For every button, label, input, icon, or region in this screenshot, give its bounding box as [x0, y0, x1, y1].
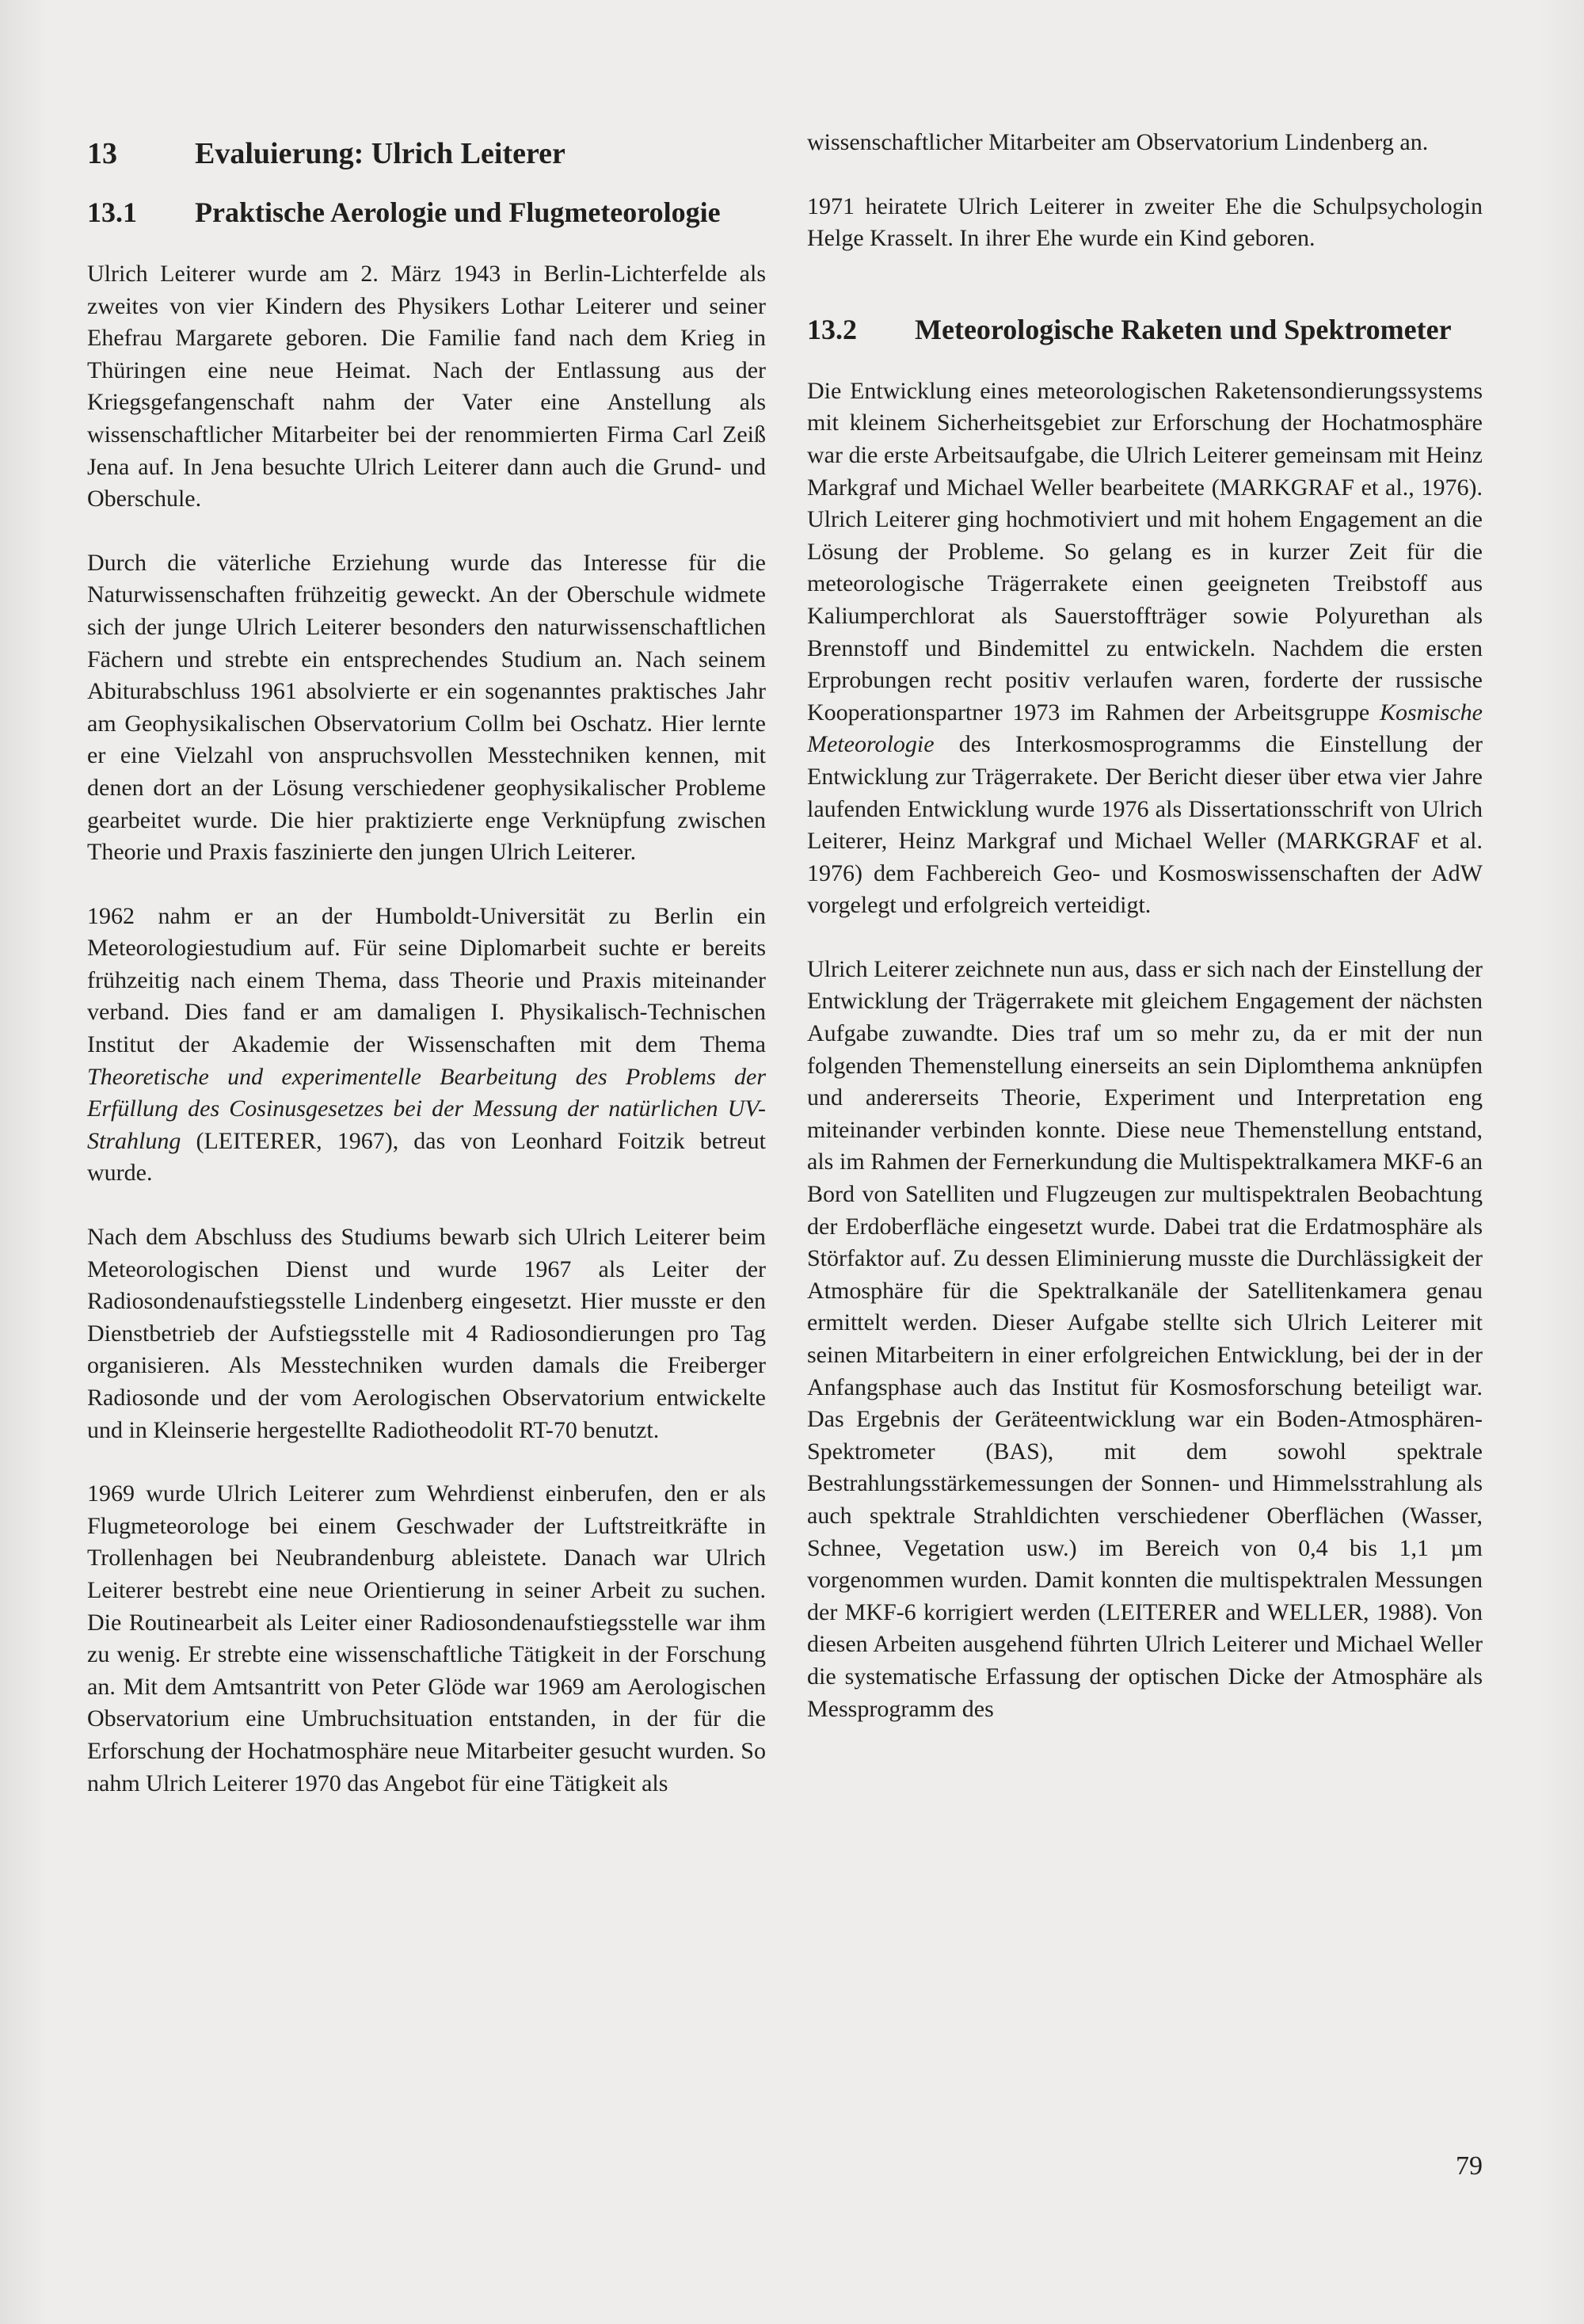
section-number: 13.2 — [807, 313, 857, 345]
paragraph: Nach dem Abschluss des Studiums bewarb sich Ulrich Leiterer beim Meteorologischen Dienst und wurde 1967 als Leiter der Radiosondenaufstiegsstelle Lindenberg eingesetzt. Hier musste er den Dienstbetrieb der Aufstiegsstelle mit 4 Radiosondierungen pro Tag organisieren. Als Messtechniken wurden damals die Freiberger Radiosonde und der vom Aerologischen Observatorium entwickelte und in Kleinserie hergestellte Radiotheodolit RT-70 benutzt. — [87, 1224, 766, 1443]
right-column — [807, 127, 1483, 1725]
text-span: Die Entwicklung eines meteorologischen Raketensondierungssystems mit kleinem Sicherheitsgebiet zur Erforschung der Hochatmosphäre war die erste Arbeitsaufgabe, die Ulrich Leiterer gemeinsam mit Heinz Markgraf und Michael Weller bearbeitete (MARKGRAF et al., 1976). Ulrich Leiterer ging hochmotiviert und mit hohem Engagement an die Lösung der Probleme. So gelang es in kurzer Zeit für die meteorologische Trägerrakete einen geeigneten Treibstoff aus Kaliumperchlorat als Sauerstoffträger sowie Polyurethan als Brennstoff und Bindemittel zu entwickeln. Nachdem die ersten Erprobungen recht positiv verlaufen waren, forderte der russische Kooperationspartner 1973 im Rahmen der Arbeitsgruppe — [807, 377, 1483, 726]
chapter-title: Evaluierung: Ulrich Leiterer — [195, 137, 565, 170]
chapter-number: 13 — [87, 137, 117, 170]
section-title: Meteorologische Raketen und Spektrometer — [915, 313, 1452, 345]
paragraph: 1969 wurde Ulrich Leiterer zum Wehrdienst einberufen, den er als Flugmeteorologe bei einem Geschwader der Luftstreitkräfte in Trollenhagen bei Neubrandenburg ableistete. Danach war Ulrich Leiterer bestrebt eine neue Orientierung in seiner Arbeit zu suchen. Die Routinearbeit als Leiter einer Radiosondenaufstiegsstelle war ihm zu wenig. Er strebte eine wissenschaftliche Tätigkeit in der Forschung an. Mit dem Amtsantritt von Peter Glöde war 1969 am Aerologischen Observatorium eine Umbruchsituation entstanden, in der für die Erforschung der Hochatmosphäre neue Mitarbeiter gesucht wurden. So nahm Ulrich Leiterer 1970 das Angebot für eine Tätigkeit als — [87, 1480, 766, 1796]
working-group-italic: Kosmische Meteorologie — [807, 699, 1483, 758]
section-number: 13.1 — [87, 196, 137, 228]
thesis-title-italic: Theoretische und experimentelle Bearbeitung des Problems der Erfüllung des Cosinusgesetzes bei der Messung der natürlichen UV-Strahlung — [87, 1063, 766, 1154]
paragraph: wissenschaftlicher Mitarbeiter am Observatorium Lindenberg an. — [807, 129, 1429, 155]
paragraph — [87, 901, 766, 1190]
paragraph — [807, 375, 1483, 922]
section-heading-13-1 — [87, 195, 766, 230]
page-number: 79 — [1456, 2151, 1483, 2181]
paragraph: 1971 heiratete Ulrich Leiterer in zweiter Ehe die Schulpsychologin Helge Krasselt. In ihrer Ehe wurde ein Kind geboren. — [807, 192, 1483, 252]
paragraph: Ulrich Leiterer zeichnete nun aus, dass er sich nach der Einstellung der Entwicklung der Trägerrakete mit gleichem Engagement der nächsten Aufgabe zuwandte. Dies traf um so mehr zu, da er mit der nun folgenden Themenstellung einerseits an sein Diplomthema anknüpfen und andererseits Theorie, Experiment und Interpretation eng miteinander verbinden konnte. Diese neue Themenstellung entstand, als im Rahmen der Fernerkundung die Multispektralkamera MKF-6 an Bord von Satelliten und Flugzeugen zur multispektralen Beobachtung der Erdoberfläche eingesetzt wurde. Dabei trat die Erdatmosphäre als Störfaktor auf. Zu dessen Eliminierung musste die Durchlässigkeit der Atmosphäre für die Spektralkanäle der Satellitenkamera genau ermittelt werden. Dieser Aufgabe stellte sich Ulrich Leiterer mit seinen Mitarbeitern in einer erfolgreichen Entwicklung, bei der in der Anfangsphase auch das Institut für Kosmosforschung beteiligt war. Das Ergebnis der Geräteentwicklung war ein Boden-Atmosphären-Spektrometer (BAS), mit dem sowohl spektrale Bestrahlungsstärkemessungen der Sonnen- und Himmelsstrahlung als auch spektrale Strahldichten verschiedener Oberflächen (Wasser, Schnee, Vegetation usw.) im Bereich von 0,4 bis 1,1 µm vorgenommen wurden. Damit konnten die multispektralen Messungen der MKF-6 korrigiert werden (LEITERER and WELLER, 1988). Von diesen Arbeiten ausgehend führten Ulrich Leiterer und Michael Weller die systematische Erfassung der optischen Dicke der Atmosphäre als Messprogramm des — [807, 955, 1483, 1722]
text-span: (LEITERER, 1967), das von Leonhard Foitzik betreut wurde. — [87, 1127, 766, 1187]
section-title: Praktische Aerologie und Flugmeteorologie — [195, 196, 721, 228]
left-column — [87, 127, 766, 1800]
text-span: 1962 nahm er an der Humboldt-Universität zu Berlin ein Meteorologiestudium auf. Für seine Diplomarbeit suchte er bereits frühzeitig nach einem Thema, dass Theorie und Praxis miteinander verband. Dies fand er am damaligen I. Physikalisch-Technischen Institut der Akademie der Wissenschaften mit dem Thema — [87, 902, 766, 1058]
chapter-heading — [87, 135, 766, 173]
section-heading-13-2 — [807, 312, 1483, 347]
paragraph: Durch die väterliche Erziehung wurde das Interesse für die Naturwissenschaften frühzeitig geweckt. An der Oberschule widmete sich der junge Ulrich Leiterer besonders den naturwissenschaftlichen Fächern und strebte ein entsprechendes Studium an. Nach seinem Abiturabschluss 1961 absolvierte er ein sogenanntes praktisches Jahr am Geophysikalischen Observatorium Collm bei Oschatz. Hier lernte er eine Vielzahl von anspruchsvollen Messtechniken kennen, mit denen dort an der Lösung verschiedener geophysikalischer Probleme gearbeitet wurde. Die hier praktizierte enge Verknüpfung zwischen Theorie und Praxis faszinierte den jungen Ulrich Leiterer. — [87, 549, 766, 866]
paragraph: Ulrich Leiterer wurde am 2. März 1943 in Berlin-Lichterfelde als zweites von vier Kindern des Physikers Lothar Leiterer und seiner Ehefrau Margarete geboren. Die Familie fand nach dem Krieg in Thüringen eine neue Heimat. Nach der Entlassung aus der Kriegsgefangenschaft nahm der Vater eine Anstellung als wissenschaftlicher Mitarbeiter bei der renommierten Firma Carl Zeiß Jena auf. In Jena besuchte Ulrich Leiterer dann auch die Grund- und Oberschule. — [87, 261, 766, 512]
text-span: des Interkosmosprogramms die Einstellung der Entwicklung zur Trägerrakete. Der Bericht dieser über etwa vier Jahre laufenden Entwicklung wurde 1976 als Dissertationsschrift von Ulrich Leiterer, Heinz Markgraf und Michael Weller (MARKGRAF et al. 1976) dem Fachbereich Geo- und Kosmoswissenschaften der AdW vorgelegt und erfolgreich verteidigt. — [807, 731, 1483, 919]
